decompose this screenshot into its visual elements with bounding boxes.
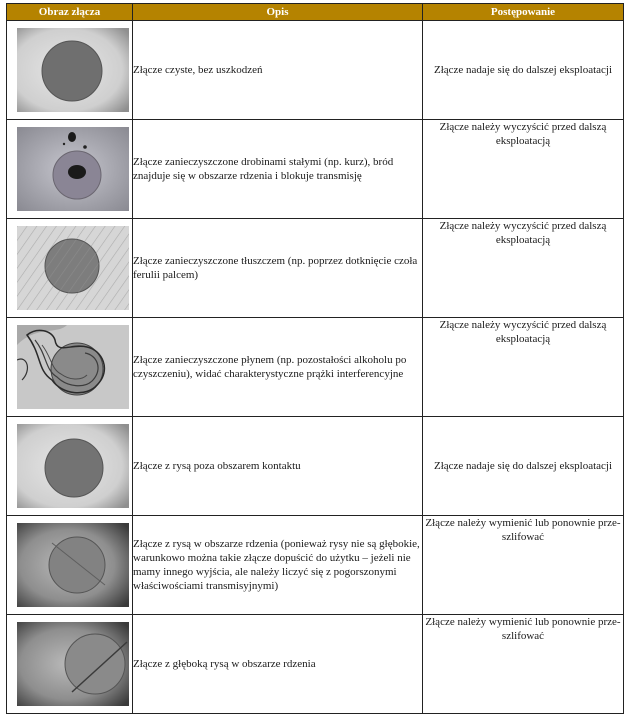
clean-connector-photo — [17, 28, 129, 112]
image-cell — [7, 120, 133, 219]
dust-contaminated-connector-photo — [17, 127, 129, 211]
row-description: Złącze z rysą w obszarze rdzenia (ponieważ rysy nie są głębokie, warunkowo można takie złącze dopuścić do użytku – jeżeli nie mamy innego wyjścia, ale należy liczyć się z pogorszonymi właściwościami transmisyjnymi) — [133, 516, 423, 615]
table-row — [7, 219, 624, 318]
row-description: Złącze zanieczyszczone płynem (np. pozostałości alkoholu po czyszczeniu), widać charakterystyczne prążki interferencyjne — [133, 318, 423, 417]
deep-core-scratch-connector-photo — [17, 622, 129, 706]
table-row — [7, 615, 624, 714]
header-image: Obraz złącza — [7, 4, 133, 21]
table-row — [7, 120, 624, 219]
grease-contaminated-connector-photo — [17, 226, 129, 310]
core-scratch-connector-photo — [17, 523, 129, 607]
table-row — [7, 516, 624, 615]
table-row — [7, 318, 624, 417]
row-description: Złącze z głęboką rysą w obszarze rdzenia — [133, 615, 423, 714]
row-action: Złącze nadaje się do dalszej eksploatacji — [423, 21, 624, 120]
image-cell — [7, 516, 133, 615]
table-row — [7, 21, 624, 120]
row-description: Złącze z rysą poza obszarem kontaktu — [133, 417, 423, 516]
connector-inspection-table — [6, 3, 624, 714]
image-cell — [7, 21, 133, 120]
row-action: Złącze należy wymienić lub ponownie prze- szlifować — [423, 615, 624, 714]
liquid-contaminated-connector-photo — [17, 325, 129, 409]
image-cell — [7, 219, 133, 318]
header-description: Opis — [133, 4, 423, 21]
image-cell — [7, 417, 133, 516]
row-action: Złącze nadaje się do dalszej eksploatacji — [423, 417, 624, 516]
row-description: Złącze zanieczyszczone drobinami stałymi (np. kurz), bród znajduje się w obszarze rdzenia i blokuje transmisję — [133, 120, 423, 219]
header-action: Postępowanie — [423, 4, 624, 21]
row-action: Złącze należy wymienić lub ponownie prze- szlifować — [423, 516, 624, 615]
row-action: Złącze należy wyczyścić przed dalszą eksploatacją — [423, 219, 624, 318]
row-action: Złącze należy wyczyścić przed dalszą eksploatacją — [423, 318, 624, 417]
row-description: Złącze zanieczyszczone tłuszczem (np. poprzez dotknięcie czoła ferulii palcem) — [133, 219, 423, 318]
image-cell — [7, 318, 133, 417]
scratch-outside-contact-connector-photo — [17, 424, 129, 508]
image-cell — [7, 615, 133, 714]
row-action: Złącze należy wyczyścić przed dalszą eksploatacją — [423, 120, 624, 219]
row-description: Złącze czyste, bez uszkodzeń — [133, 21, 423, 120]
table-row — [7, 417, 624, 516]
